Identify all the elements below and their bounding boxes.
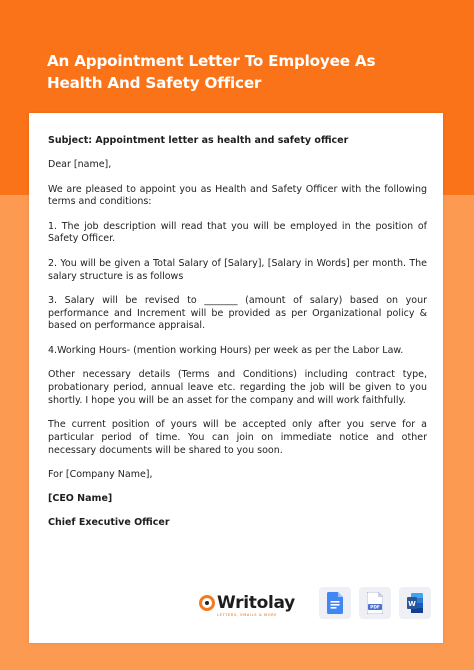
pdf-icon [367,592,383,614]
logo-tagline: LETTERS, EMAILS & MORE [217,613,278,617]
letter-term-1: 1. The job description will read that you will be employed in the position of Safety Officer. [48,220,427,245]
word-icon [407,592,423,614]
letter-term-3: 3. Salary will be revised to _______ (amount of salary) based on your performance and Increment will be provided as per Organizational policy & based on performance appraisal. [48,294,427,332]
google-docs-icon [327,592,343,614]
pdf-label: PDF [370,605,380,611]
google-docs-button[interactable] [319,587,351,619]
word-button[interactable] [399,587,431,619]
logo-text: Writolay [217,593,295,613]
letter-other-details: Other necessary details (Terms and Conditions) including contract type, probationary period, annual leave etc. regarding the job will be given to you shortly. I hope you will be an asset for the company and will work faithfully. [48,369,427,406]
letter-term-2: 2. You will be given a Total Salary of [Salary], [Salary in Words] per month. The salary structure is as follows [48,257,427,282]
page-title: An Appointment Letter To Employee As Health And Safety Officer [47,52,376,92]
letter-position-note: The current position of yours will be accepted only after you serve for a particular period of time. You can join on immediate notice and other necessary documents will be shared to you soon. [48,418,427,456]
ceo-title: Chief Executive Officer [48,517,170,529]
letter-salutation: Dear [name], [48,159,112,171]
letter-intro: We are pleased to appoint you as Health and Safety Officer with the following terms and conditions: [48,183,427,208]
logo-mark-icon [199,595,215,611]
writolay-logo[interactable] [199,593,309,621]
pdf-button[interactable] [359,587,391,619]
word-label: W [408,600,416,608]
letter-closing: For [Company Name], [48,468,153,480]
ceo-name: [CEO Name] [48,493,113,505]
letter-subject: Subject: Appointment letter as health and safety officer [48,135,349,146]
letter-card [29,113,443,643]
letter-term-4: 4.Working Hours- (mention working Hours) per week as per the Labor Law. [48,344,404,356]
download-footer [199,587,431,623]
letter-body [48,135,427,542]
